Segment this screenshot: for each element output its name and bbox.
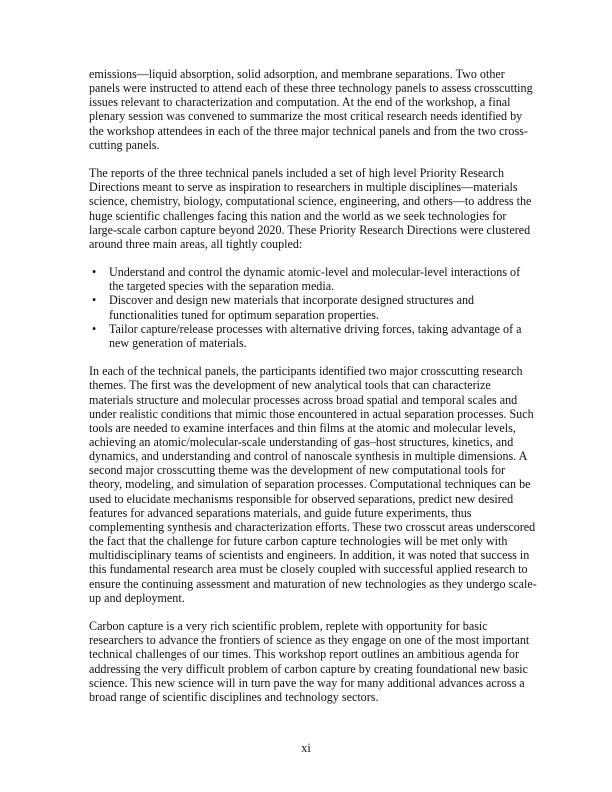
- paragraph-priority-research-directions: The reports of the three technical panels included a set of high level Priority Research Directions meant to serve as inspiration to researchers in multiple disciplines—materials science, chemistry, biology, computational science, engineering, and others—to address the huge scientific challenges facing this nation and the world as we seek technologies for large-scale carbon capture beyond 2020. These Priority Research Directions were clustered around three main areas, all tightly coupled:: [89, 166, 532, 251]
- list-item: [89, 293, 537, 321]
- priority-directions-list: [89, 265, 537, 350]
- list-item-text: Understand and control the dynamic atomic-level and molecular-level interactions of the targeted species with the separation media.: [109, 265, 521, 294]
- list-item: [89, 265, 537, 293]
- document-body: [89, 67, 537, 718]
- list-item-text: Tailor capture/release processes with alternative driving forces, taking advantage of a new generation of materials.: [109, 321, 522, 350]
- list-item: [89, 322, 537, 350]
- paragraph-panel-overview: emissions—liquid absorption, solid adsorption, and membrane separations. Two other panels were instructed to attend each of these three technology panels to assess crosscutting issues relevant to characterization and computation. At the end of the workshop, a final plenary session was convened to summarize the most critical research needs identified by the workshop attendees in each of the three major technical panels and from the two cross-cutting panels.: [89, 67, 533, 152]
- bullet-icon: •: [92, 293, 97, 308]
- list-item-text: Discover and design new materials that incorporate designed structures and functionalities tuned for optimum separation properties.: [109, 293, 475, 322]
- paragraph-conclusion: Carbon capture is a very rich scientific problem, replete with opportunity for basic researchers to advance the frontiers of science as they engage on one of the most important technical challenges of our times. This workshop report outlines an ambitious agenda for addressing the very difficult problem of carbon capture by creating foundational new basic science. This new science will in turn pave the way for many additional advances across a broad range of scientific disciplines and technology sectors.: [89, 619, 530, 704]
- paragraph-crosscutting-themes: In each of the technical panels, the participants identified two major crosscutting research themes. The first was the development of new analytical tools that can characterize materials structure and molecular processes across broad spatial and temporal scales and under realistic conditions that mimic those encountered in actual separation processes. Such tools are needed to examine interfaces and thin films at the atomic and molecular levels, achieving an atomic/molecular-scale understanding of gas–host structures, kinetics, and dynamics, and understanding and control of nanoscale synthesis in multiple dimensions. A second major crosscutting theme was the development of new computational tools for theory, modeling, and simulation of separation processes. Computational techniques can be used to elucidate mechanisms responsible for observed separations, predict new desired features for advanced separations materials, and guide future experiments, thus complementing synthesis and characterization efforts. These two crosscut areas underscored the fact that the challenge for future carbon capture technologies will be met only with multidisciplinary teams of scientists and engineers. In addition, it was noted that success in this fundamental research area must be closely coupled with successful applied research to ensure the continuing assessment and maturation of new technologies as they undergo scale-up and deployment.: [89, 364, 537, 605]
- bullet-icon: •: [92, 265, 97, 280]
- bullet-icon: •: [92, 321, 97, 336]
- page-number: xi: [301, 741, 311, 755]
